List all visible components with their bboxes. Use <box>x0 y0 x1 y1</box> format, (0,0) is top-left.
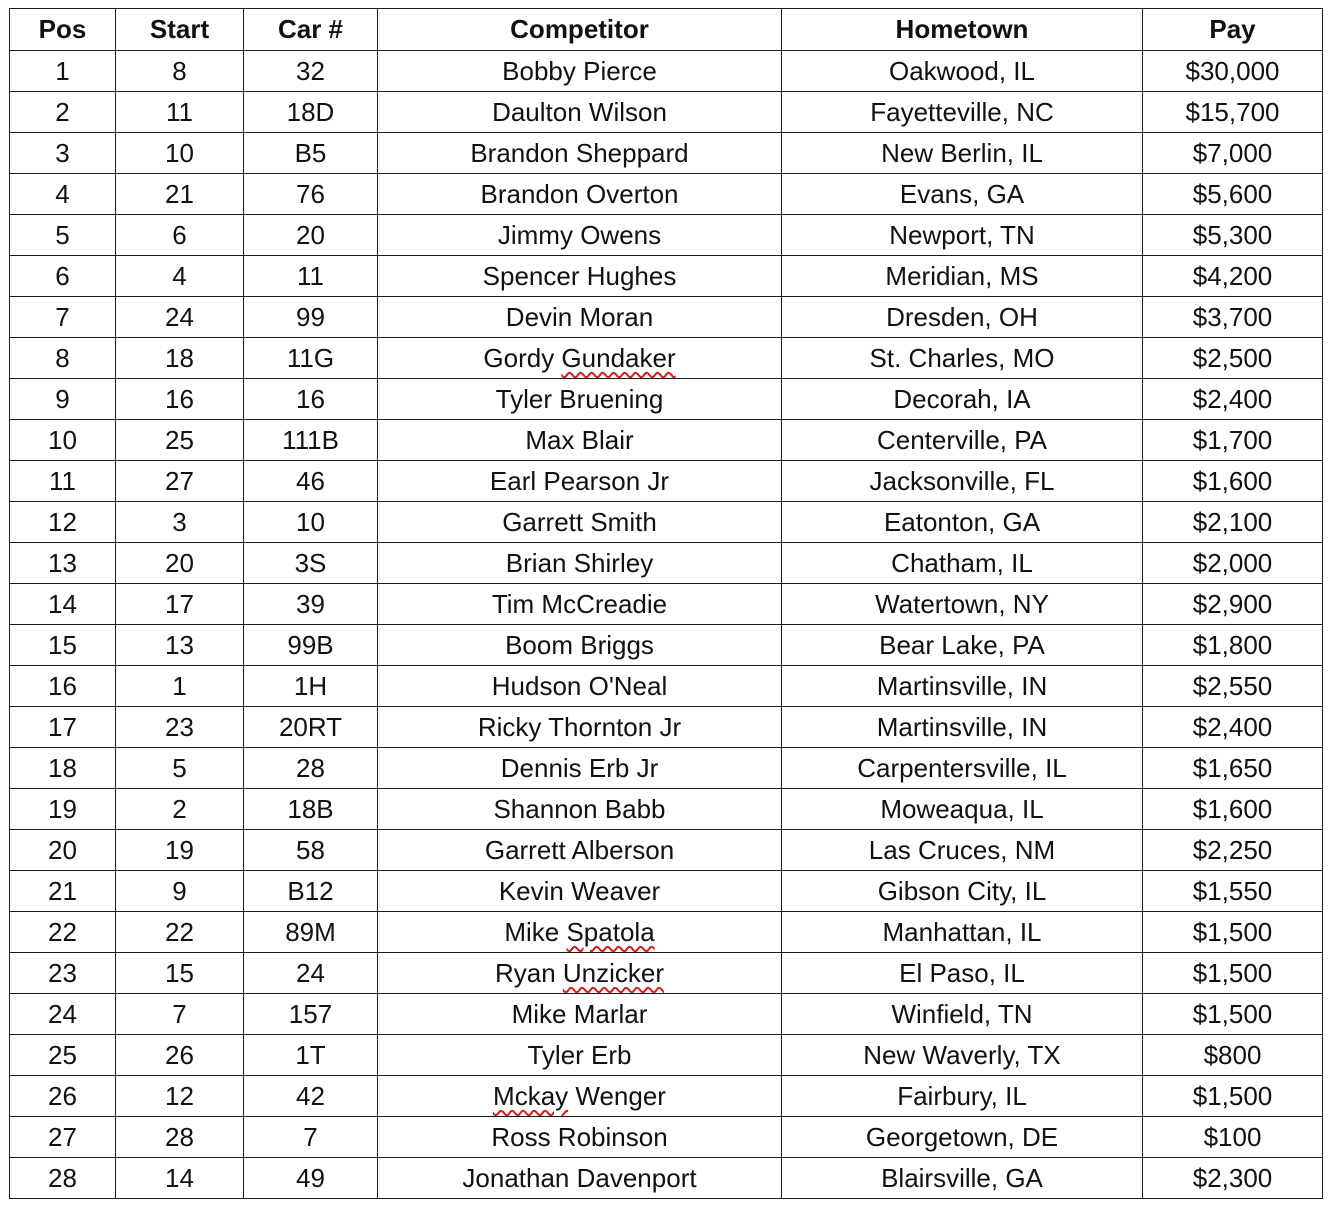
header-row <box>10 9 1323 51</box>
cell-car-number: 3S <box>244 543 378 584</box>
cell-start: 27 <box>116 461 244 502</box>
cell-hometown: Martinsville, IN <box>782 666 1143 707</box>
cell-pos: 28 <box>10 1158 116 1199</box>
cell-hometown: El Paso, IL <box>782 953 1143 994</box>
cell-pos: 10 <box>10 420 116 461</box>
cell-car-number: 18D <box>244 92 378 133</box>
cell-hometown: Carpentersville, IL <box>782 748 1143 789</box>
cell-pay: $1,650 <box>1143 748 1323 789</box>
cell-pay: $2,300 <box>1143 1158 1323 1199</box>
cell-pay: $2,400 <box>1143 707 1323 748</box>
cell-car-number: 46 <box>244 461 378 502</box>
cell-competitor: Devin Moran <box>378 297 782 338</box>
cell-start: 10 <box>116 133 244 174</box>
results-table <box>9 8 1323 1199</box>
cell-car-number: 1T <box>244 1035 378 1076</box>
cell-car-number: 20 <box>244 215 378 256</box>
header-competitor: Competitor <box>378 9 782 51</box>
cell-pos: 9 <box>10 379 116 420</box>
cell-pos: 16 <box>10 666 116 707</box>
cell-competitor: Tyler Erb <box>378 1035 782 1076</box>
cell-car-number: 10 <box>244 502 378 543</box>
cell-pay: $3,700 <box>1143 297 1323 338</box>
competitor-last-name: Wenger <box>568 1080 666 1111</box>
table-row <box>10 297 1323 338</box>
cell-hometown: Dresden, OH <box>782 297 1143 338</box>
cell-car-number: 42 <box>244 1076 378 1117</box>
cell-pay: $1,550 <box>1143 871 1323 912</box>
cell-competitor: Brian Shirley <box>378 543 782 584</box>
cell-hometown: Martinsville, IN <box>782 707 1143 748</box>
table-row <box>10 994 1323 1035</box>
cell-competitor: Jimmy Owens <box>378 215 782 256</box>
cell-competitor: Hudson O'Neal <box>378 666 782 707</box>
table-row <box>10 830 1323 871</box>
cell-pay: $1,800 <box>1143 625 1323 666</box>
cell-car-number: B12 <box>244 871 378 912</box>
cell-car-number: 111B <box>244 420 378 461</box>
table-row <box>10 215 1323 256</box>
cell-start: 28 <box>116 1117 244 1158</box>
cell-hometown: Oakwood, IL <box>782 51 1143 92</box>
cell-hometown: New Waverly, TX <box>782 1035 1143 1076</box>
header-pos: Pos <box>10 9 116 51</box>
cell-car-number: 49 <box>244 1158 378 1199</box>
cell-start: 12 <box>116 1076 244 1117</box>
cell-pay: $100 <box>1143 1117 1323 1158</box>
cell-pay: $2,500 <box>1143 338 1323 379</box>
cell-pay: $5,600 <box>1143 174 1323 215</box>
cell-pos: 13 <box>10 543 116 584</box>
cell-start: 19 <box>116 830 244 871</box>
cell-competitor <box>378 338 782 379</box>
cell-car-number: 11 <box>244 256 378 297</box>
cell-start: 5 <box>116 748 244 789</box>
cell-car-number: 58 <box>244 830 378 871</box>
table-row <box>10 666 1323 707</box>
cell-pay: $1,500 <box>1143 1076 1323 1117</box>
cell-hometown: Eatonton, GA <box>782 502 1143 543</box>
cell-competitor: Max Blair <box>378 420 782 461</box>
table-row <box>10 461 1323 502</box>
cell-start: 22 <box>116 912 244 953</box>
table-row <box>10 1158 1323 1199</box>
header-start: Start <box>116 9 244 51</box>
cell-pos: 21 <box>10 871 116 912</box>
cell-pay: $5,300 <box>1143 215 1323 256</box>
table-header <box>10 9 1323 51</box>
cell-pay: $1,500 <box>1143 953 1323 994</box>
cell-car-number: 157 <box>244 994 378 1035</box>
table-row <box>10 707 1323 748</box>
header-pay: Pay <box>1143 9 1323 51</box>
cell-pos: 7 <box>10 297 116 338</box>
cell-pos: 25 <box>10 1035 116 1076</box>
cell-start: 18 <box>116 338 244 379</box>
cell-car-number: 28 <box>244 748 378 789</box>
cell-start: 21 <box>116 174 244 215</box>
cell-competitor: Garrett Smith <box>378 502 782 543</box>
cell-car-number: 99B <box>244 625 378 666</box>
cell-competitor: Earl Pearson Jr <box>378 461 782 502</box>
cell-car-number: 99 <box>244 297 378 338</box>
cell-hometown: Centerville, PA <box>782 420 1143 461</box>
cell-pos: 24 <box>10 994 116 1035</box>
cell-pay: $1,500 <box>1143 994 1323 1035</box>
cell-hometown: Watertown, NY <box>782 584 1143 625</box>
cell-car-number: 39 <box>244 584 378 625</box>
cell-pay: $1,500 <box>1143 912 1323 953</box>
cell-competitor: Tyler Bruening <box>378 379 782 420</box>
cell-pos: 5 <box>10 215 116 256</box>
table-row <box>10 502 1323 543</box>
cell-car-number: B5 <box>244 133 378 174</box>
cell-pay: $2,400 <box>1143 379 1323 420</box>
cell-start: 23 <box>116 707 244 748</box>
table-row <box>10 871 1323 912</box>
cell-car-number: 1H <box>244 666 378 707</box>
cell-hometown: St. Charles, MO <box>782 338 1143 379</box>
header-hometown: Hometown <box>782 9 1143 51</box>
cell-hometown: Winfield, TN <box>782 994 1143 1035</box>
spellcheck-flagged-word[interactable]: Gundaker <box>561 342 676 373</box>
cell-pos: 6 <box>10 256 116 297</box>
competitor-first-name: Ryan <box>494 957 563 988</box>
cell-start: 24 <box>116 297 244 338</box>
cell-competitor: Kevin Weaver <box>378 871 782 912</box>
competitor-first-name: Gordy <box>483 342 562 373</box>
table-body <box>10 51 1323 1199</box>
cell-pos: 17 <box>10 707 116 748</box>
table-row <box>10 133 1323 174</box>
cell-competitor: Ricky Thornton Jr <box>378 707 782 748</box>
cell-competitor <box>378 912 782 953</box>
cell-hometown: Gibson City, IL <box>782 871 1143 912</box>
cell-car-number: 7 <box>244 1117 378 1158</box>
cell-car-number: 89M <box>244 912 378 953</box>
cell-hometown: Jacksonville, FL <box>782 461 1143 502</box>
cell-car-number: 11G <box>244 338 378 379</box>
cell-pos: 23 <box>10 953 116 994</box>
cell-hometown: Newport, TN <box>782 215 1143 256</box>
cell-pay: $2,550 <box>1143 666 1323 707</box>
table-row <box>10 1117 1323 1158</box>
cell-competitor: Bobby Pierce <box>378 51 782 92</box>
spellcheck-flagged-word[interactable]: Unzicker <box>562 957 665 988</box>
cell-competitor: Spencer Hughes <box>378 256 782 297</box>
cell-start: 26 <box>116 1035 244 1076</box>
cell-pos: 22 <box>10 912 116 953</box>
cell-pay: $2,900 <box>1143 584 1323 625</box>
cell-pay: $7,000 <box>1143 133 1323 174</box>
cell-pay: $4,200 <box>1143 256 1323 297</box>
cell-pos: 1 <box>10 51 116 92</box>
cell-competitor <box>378 1076 782 1117</box>
cell-competitor: Jonathan Davenport <box>378 1158 782 1199</box>
cell-car-number: 20RT <box>244 707 378 748</box>
header-car-number: Car # <box>244 9 378 51</box>
cell-car-number: 76 <box>244 174 378 215</box>
cell-start: 6 <box>116 215 244 256</box>
cell-car-number: 16 <box>244 379 378 420</box>
cell-pay: $1,700 <box>1143 420 1323 461</box>
cell-pos: 4 <box>10 174 116 215</box>
cell-start: 4 <box>116 256 244 297</box>
cell-pos: 27 <box>10 1117 116 1158</box>
table-row <box>10 379 1323 420</box>
cell-pos: 26 <box>10 1076 116 1117</box>
cell-hometown: Moweaqua, IL <box>782 789 1143 830</box>
cell-competitor: Daulton Wilson <box>378 92 782 133</box>
table-row <box>10 584 1323 625</box>
cell-competitor: Boom Briggs <box>378 625 782 666</box>
table-row <box>10 174 1323 215</box>
cell-hometown: Chatham, IL <box>782 543 1143 584</box>
cell-competitor: Mike Marlar <box>378 994 782 1035</box>
spellcheck-flagged-word[interactable]: Spatola <box>566 916 655 947</box>
cell-pos: 19 <box>10 789 116 830</box>
cell-start: 15 <box>116 953 244 994</box>
cell-start: 8 <box>116 51 244 92</box>
cell-hometown: Meridian, MS <box>782 256 1143 297</box>
cell-pay: $2,250 <box>1143 830 1323 871</box>
table-row <box>10 789 1323 830</box>
cell-pay: $30,000 <box>1143 51 1323 92</box>
cell-pos: 14 <box>10 584 116 625</box>
cell-pay: $1,600 <box>1143 461 1323 502</box>
cell-competitor <box>378 953 782 994</box>
cell-pay: $1,600 <box>1143 789 1323 830</box>
cell-pos: 3 <box>10 133 116 174</box>
cell-hometown: Blairsville, GA <box>782 1158 1143 1199</box>
cell-start: 11 <box>116 92 244 133</box>
cell-competitor: Brandon Overton <box>378 174 782 215</box>
cell-start: 7 <box>116 994 244 1035</box>
cell-hometown: Decorah, IA <box>782 379 1143 420</box>
cell-car-number: 18B <box>244 789 378 830</box>
cell-car-number: 24 <box>244 953 378 994</box>
cell-start: 13 <box>116 625 244 666</box>
spellcheck-flagged-word[interactable]: Mckay <box>493 1080 569 1111</box>
table-row <box>10 1035 1323 1076</box>
table-row <box>10 912 1323 953</box>
cell-hometown: Georgetown, DE <box>782 1117 1143 1158</box>
table-row <box>10 338 1323 379</box>
cell-hometown: Evans, GA <box>782 174 1143 215</box>
cell-pos: 11 <box>10 461 116 502</box>
cell-competitor: Shannon Babb <box>378 789 782 830</box>
table-row <box>10 92 1323 133</box>
cell-competitor: Dennis Erb Jr <box>378 748 782 789</box>
competitor-first-name: Mike <box>504 916 567 947</box>
table-row <box>10 51 1323 92</box>
cell-competitor: Garrett Alberson <box>378 830 782 871</box>
cell-competitor: Tim McCreadie <box>378 584 782 625</box>
cell-hometown: Fayetteville, NC <box>782 92 1143 133</box>
cell-pay: $2,000 <box>1143 543 1323 584</box>
cell-hometown: Las Cruces, NM <box>782 830 1143 871</box>
cell-pay: $800 <box>1143 1035 1323 1076</box>
cell-pay: $15,700 <box>1143 92 1323 133</box>
cell-pos: 20 <box>10 830 116 871</box>
cell-hometown: New Berlin, IL <box>782 133 1143 174</box>
cell-start: 17 <box>116 584 244 625</box>
cell-competitor: Brandon Sheppard <box>378 133 782 174</box>
cell-pos: 15 <box>10 625 116 666</box>
table-row <box>10 1076 1323 1117</box>
cell-start: 9 <box>116 871 244 912</box>
table-row <box>10 420 1323 461</box>
cell-start: 25 <box>116 420 244 461</box>
cell-car-number: 32 <box>244 51 378 92</box>
cell-hometown: Bear Lake, PA <box>782 625 1143 666</box>
cell-start: 3 <box>116 502 244 543</box>
table-row <box>10 543 1323 584</box>
cell-hometown: Manhattan, IL <box>782 912 1143 953</box>
cell-pos: 8 <box>10 338 116 379</box>
cell-pos: 18 <box>10 748 116 789</box>
cell-start: 2 <box>116 789 244 830</box>
cell-competitor: Ross Robinson <box>378 1117 782 1158</box>
cell-pay: $2,100 <box>1143 502 1323 543</box>
table-row <box>10 625 1323 666</box>
cell-hometown: Fairbury, IL <box>782 1076 1143 1117</box>
cell-start: 14 <box>116 1158 244 1199</box>
table-row <box>10 748 1323 789</box>
cell-start: 1 <box>116 666 244 707</box>
table-row <box>10 256 1323 297</box>
cell-start: 16 <box>116 379 244 420</box>
table-row <box>10 953 1323 994</box>
cell-start: 20 <box>116 543 244 584</box>
cell-pos: 2 <box>10 92 116 133</box>
cell-pos: 12 <box>10 502 116 543</box>
